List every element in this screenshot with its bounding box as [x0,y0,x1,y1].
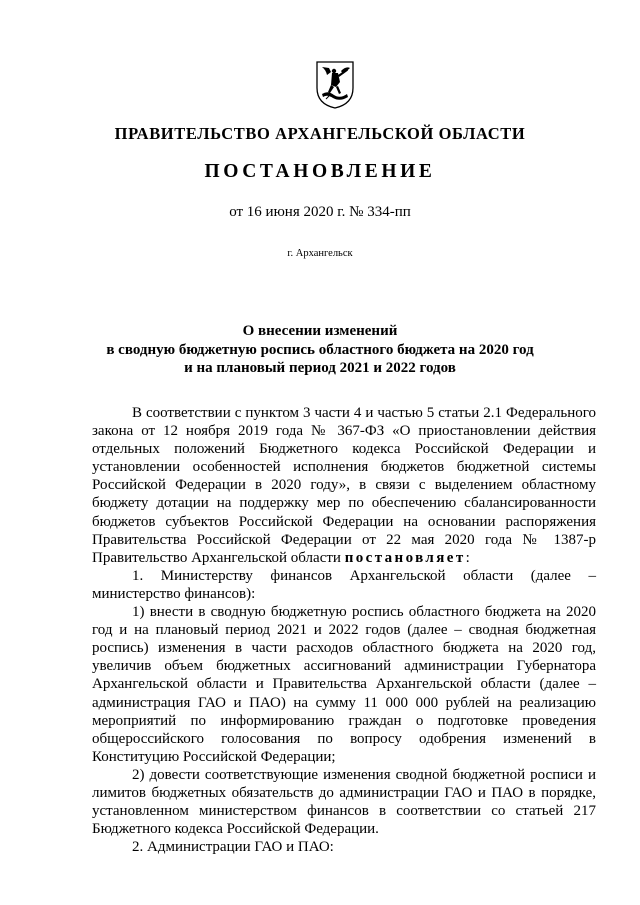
document-title [0,322,640,378]
date-number: от 16 июня 2020 г. № 334-пп [229,204,411,220]
paragraph-subitem-1: 1) внести в сводную бюджетную роспись областного бюджета на 2020 год и на плановый период 2021 и 2022 годов (далее – сводная бюджетная роспись) изменения в части расходов областного бюджета на 2020 год, увеличив объем бюджетных ассигнований администрации Губернатора Архангельской области и Правительства Архангельской области (далее – администрация ГАО и ПАО) на сумму 11 000 000 рублей на реализацию мероприятий по информированию граждан о подготовке проведения общероссийского голосования по вопросу одобрения изменений в Конституцию Российской Федерации; [92,604,596,765]
document-type: ПОСТАНОВЛЕНИЕ [204,161,436,182]
paragraph-item-1: 1. Министерству финансов Архангельской области (далее – министерство финансов): [92,567,596,602]
title-line-1: О внесении изменений [242,323,398,339]
document-body [92,404,596,856]
government-name: ПРАВИТЕЛЬСТВО АРХАНГЕЛЬСКОЙ ОБЛАСТИ [114,124,526,143]
title-line-3: и на плановый период 2021 и 2022 годов [184,360,456,376]
title-line-2: в сводную бюджетную роспись областного бюджета на 2020 год [106,341,534,358]
coat-of-arms-emblem [314,58,356,110]
paragraph-subitem-2: 2) довести соответствующие изменения сводной бюджетной росписи и лимитов бюджетных обязательств до администрации ГАО и ПАО в порядке, установленном министерством финансов в соответствии со статьей 217 Бюджетного кодекса Российской Федерации. [92,766,596,838]
decree-word: постановляет [344,549,466,566]
preamble-text: В соответствии с пунктом 3 части 4 и частью 5 статьи 2.1 Федерального закона от 12 ноября 2019 года № 367-ФЗ «О приостановлении действия отдельных положений Бюджетного кодекса Российской Федерации и установлении особенностей исполнения бюджетов бюджетной системы Российской Федерации в 2020 году», в связи с выделением областному бюджету дотации на поддержку мер по обеспечению сбалансированности бюджетов субъектов Российской Федерации на основании распоряжения Правительства Российской Федерации от 22 мая 2020 года № 1387-р Правительство Архангельской области [92,405,596,566]
paragraph-item-2: 2. Администрации ГАО и ПАО: [132,839,334,856]
preamble-colon: : [465,549,470,566]
city-name: г. Архангельск [287,248,353,259]
preamble-paragraph [92,404,596,567]
